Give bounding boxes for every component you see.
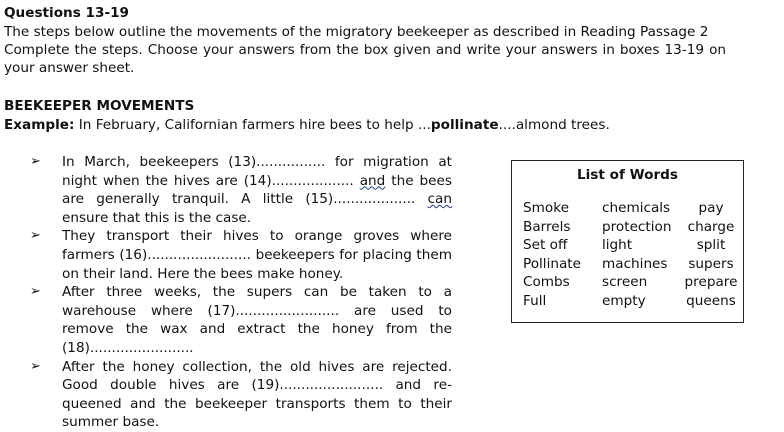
- word-option: Pollinate: [523, 255, 581, 272]
- steps-list: [30, 153, 452, 432]
- word-option: light: [602, 237, 633, 254]
- step-text: After the honey collection, the old hives are rejected. Good double hives are (19)........................ and re-queened and the beekeeper transports them to their summer base.: [62, 358, 452, 431]
- word-option: Full: [523, 292, 547, 309]
- word-option: charge: [687, 218, 735, 235]
- word-option: protection: [602, 218, 672, 235]
- example-line: [4, 116, 610, 134]
- word-option: Combs: [523, 274, 570, 291]
- word-option: machines: [602, 255, 668, 272]
- questions-title: Questions 13-19: [4, 5, 130, 21]
- word-option: supers: [688, 255, 734, 272]
- example-answer: pollinate: [430, 117, 499, 133]
- bullet-arrow-icon: ➢: [30, 228, 41, 244]
- word-option: queens: [686, 292, 736, 309]
- word-option: Barrels: [523, 218, 571, 235]
- word-option: prepare: [684, 274, 738, 291]
- word-column-1: [523, 199, 581, 311]
- example-text: In February, Californian farmers hire bees to help ...: [74, 117, 431, 133]
- step-text: They transport their hives to orange groves where farmers (16)........................ beekeepers for placing them on their land. Here the bees make honey.: [62, 228, 452, 282]
- bullet-arrow-icon: ➢: [30, 284, 41, 300]
- section-heading: BEEKEEPER MOVEMENTS: [4, 98, 195, 114]
- word-option: screen: [602, 274, 648, 291]
- spell-check-word: and: [359, 172, 386, 189]
- step-text: After three weeks, the supers can be taken to a warehouse where (17)........................ are used to remove the wax and extract the honey from the (18)........................: [62, 284, 452, 356]
- word-option: chemicals: [602, 200, 671, 216]
- bullet-arrow-icon: ➢: [30, 154, 41, 169]
- word-column-3: [683, 199, 739, 311]
- word-option: pay: [698, 200, 724, 216]
- word-option: split: [696, 237, 726, 254]
- instruction-line-2: Complete the steps. Choose your answers from the box given and write your answers in boxes 13-19 on your answer sheet.: [4, 42, 726, 76]
- word-option: Smoke: [523, 200, 569, 216]
- spell-check-word: can: [427, 191, 452, 208]
- step-16: [30, 227, 452, 283]
- example-text-end: ....almond trees.: [498, 117, 610, 133]
- word-column-2: [602, 199, 671, 311]
- step-17-18: [30, 283, 452, 357]
- word-option: Set off: [523, 237, 568, 254]
- step-19: [30, 358, 452, 432]
- step-13-15: [30, 153, 452, 227]
- instruction-line-1: The steps below outline the movements of the migratory beekeeper as described in Reading Passage 2: [4, 24, 709, 40]
- example-label: Example:: [4, 117, 75, 133]
- step-text: In March, beekeepers (13)................ for migration at night when the hives are (14)................... and the bees are generally tranquil. A little (15)................... can ensure that this is the case.: [62, 154, 452, 226]
- word-option: empty: [602, 292, 646, 309]
- bullet-arrow-icon: ➢: [30, 358, 41, 374]
- word-list-title: List of Words: [576, 167, 678, 183]
- word-list-box: [511, 160, 744, 323]
